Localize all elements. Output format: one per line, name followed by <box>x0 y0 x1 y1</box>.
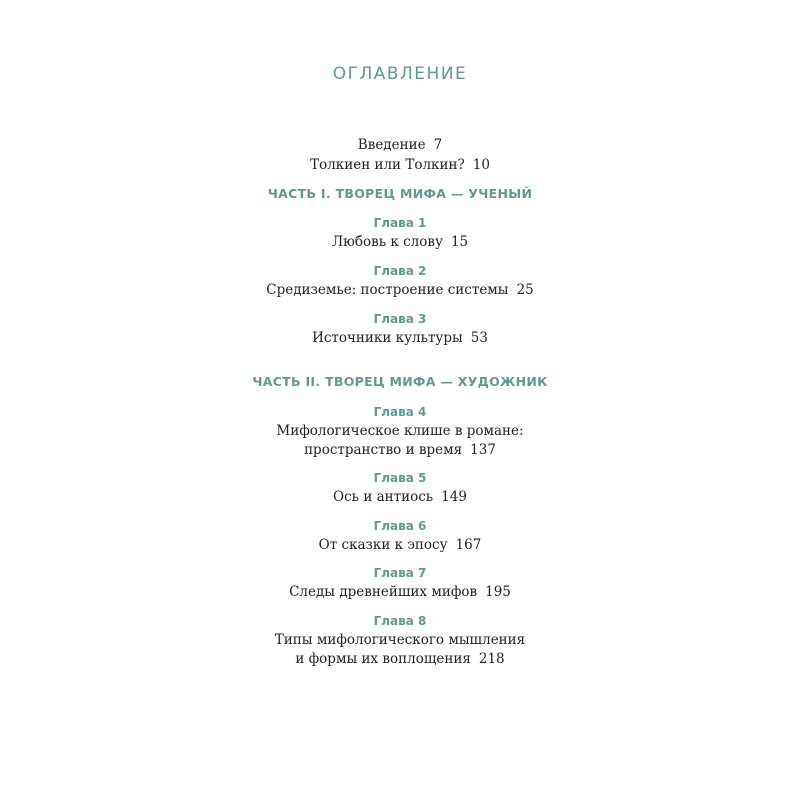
part-2-title: ЧАСТЬ II. ТВОРЕЦ МИФА — ХУДОЖНИК <box>252 374 548 389</box>
chapter-5-label: Глава 5 <box>373 471 427 485</box>
entry-title: Введение <box>357 137 426 153</box>
toc-entry-intro <box>0 137 800 153</box>
chapter-6-label: Глава 6 <box>373 519 427 533</box>
entry-page-number: 25 <box>516 282 534 298</box>
entry-page-number: 195 <box>485 584 511 600</box>
entry-page-number: 137 <box>470 442 496 458</box>
chapter-6-entry <box>0 537 800 553</box>
entry-page-number: 218 <box>478 651 505 667</box>
entry-title: Источники культуры <box>312 330 463 346</box>
chapter-2-entry <box>0 282 800 298</box>
entry-title: Следы древнейших мифов <box>289 584 478 600</box>
entry-page-number: 10 <box>472 157 490 173</box>
chapter-3-label: Глава 3 <box>373 312 427 326</box>
toc-heading: ОГЛАВЛЕНИЕ <box>332 64 468 84</box>
entry-page-number: 167 <box>455 537 482 553</box>
chapter-5-entry <box>0 489 800 505</box>
entry-page-number: 53 <box>470 330 488 346</box>
chapter-7-entry <box>0 584 800 600</box>
entry-page-number: 7 <box>433 137 443 153</box>
chapter-4-entry-line1 <box>0 423 800 439</box>
chapter-7-label: Глава 7 <box>373 566 427 580</box>
chapter-1-entry <box>0 234 800 250</box>
entry-title: Средиземье: построение системы <box>266 282 509 298</box>
entry-page-number: 15 <box>450 234 469 250</box>
entry-title: Любовь к слову <box>331 234 443 250</box>
chapter-2-label: Глава 2 <box>373 264 427 278</box>
chapter-4-label: Глава 4 <box>373 405 427 419</box>
entry-page-number: 149 <box>441 489 467 505</box>
entry-title: Ось и антиось <box>333 489 434 505</box>
chapter-8-entry-line1 <box>0 632 800 648</box>
chapter-4-entry-line2 <box>0 442 800 458</box>
chapter-3-entry <box>0 330 800 346</box>
entry-title: От сказки к эпосу <box>318 537 448 553</box>
entry-title: пространство и время <box>304 442 463 458</box>
chapter-1-label: Глава 1 <box>373 216 427 230</box>
entry-title: Толкиен или Толкин? <box>310 157 465 173</box>
entry-title: и формы их воплощения <box>295 651 471 667</box>
toc-entry-tolkien <box>0 157 800 173</box>
part-1-title: ЧАСТЬ I. ТВОРЕЦ МИФА — УЧЕНЫЙ <box>267 186 533 201</box>
entry-title: Типы мифологического мышления <box>274 632 526 648</box>
chapter-8-label: Глава 8 <box>373 614 427 628</box>
chapter-8-entry-line2 <box>0 651 800 667</box>
entry-title: Мифологическое клише в романе: <box>276 423 524 439</box>
